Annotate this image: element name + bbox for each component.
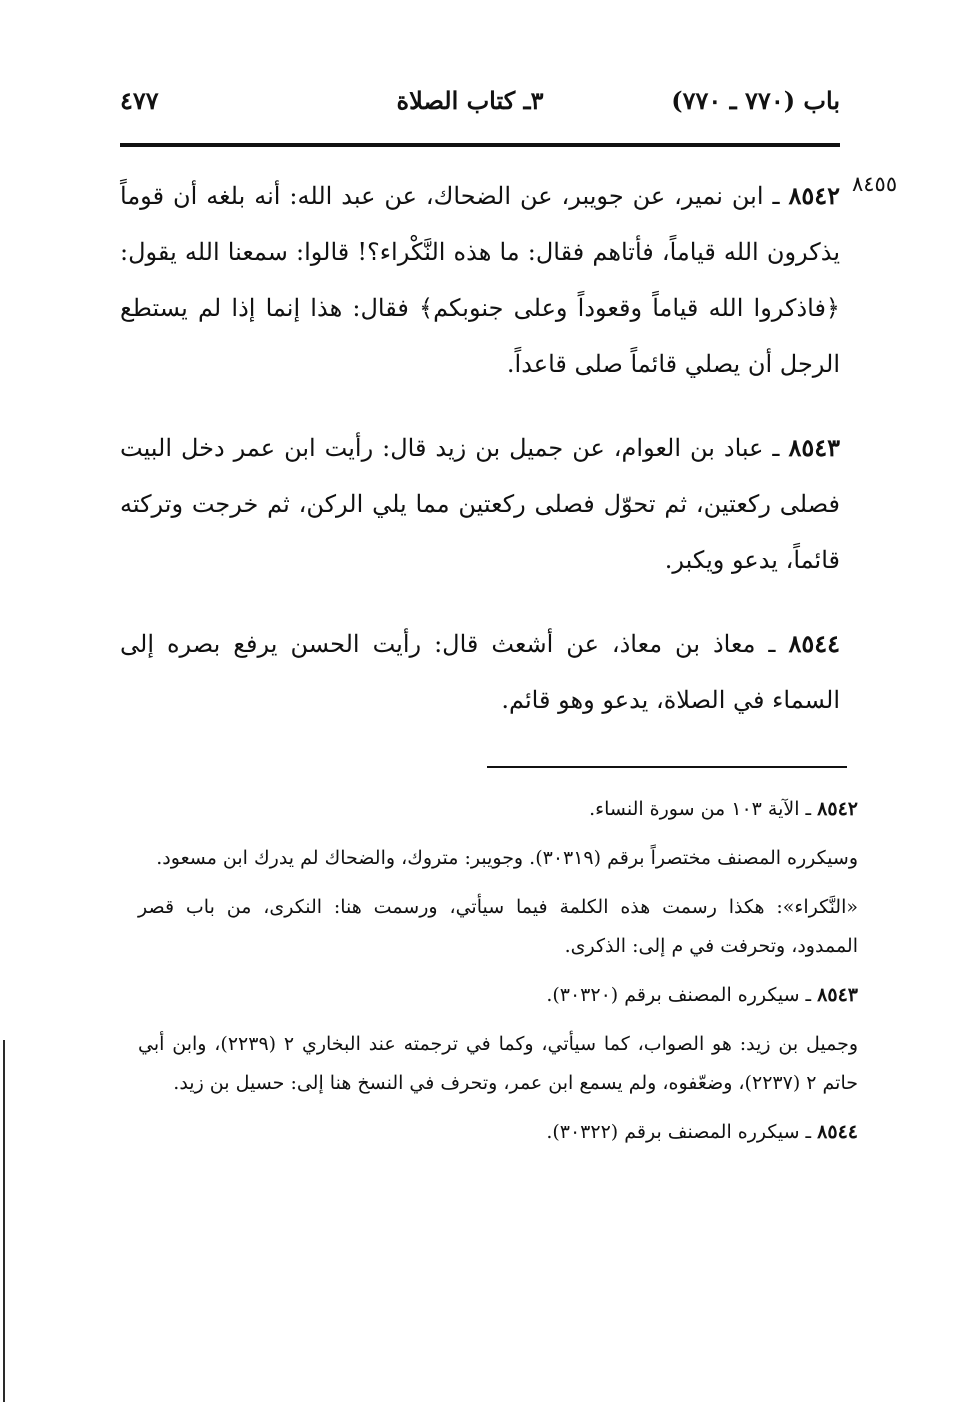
- footnote-text: ـ سيكرره المصنف برقم (٣٠٣٢٢).: [546, 1121, 818, 1143]
- page-header: [120, 82, 840, 126]
- hadith-8542: [120, 168, 840, 392]
- hadith-text: ـ معاذ بن معاذ، عن أشعث قال: رأيت الحسن يرفع بصره إلى السماء في الصلاة، يدعو وهو قائم.: [120, 630, 840, 714]
- footnote-text: ـ سيكرره المصنف برقم (٣٠٣٢٠).: [546, 984, 818, 1006]
- hadith-number: ٨٥٤٣: [788, 433, 840, 462]
- footnote: [138, 888, 858, 966]
- book-title: ٣ـ كتاب الصلاة: [396, 86, 544, 115]
- hadith-number: ٨٥٤٢: [788, 181, 840, 210]
- hadith-text: ـ ابن نمير، عن جويبر، عن الضحاك، عن عبد الله: أنه بلغه أن قوماً يذكرون الله قياماً، فأتاهم فقال: ما هذه النَّكْراء؟! قالوا: سمعنا الله يقول: ﴿فاذكروا الله قياماً وقعوداً وعلى جنوبكم﴾ فقال: هذا إنما إذا لم يستطع الرجل أن يصلي قائماً صلى قاعداً.: [120, 182, 840, 378]
- hadith-list: [120, 168, 840, 756]
- scan-edge-line: [3, 1040, 5, 1402]
- footnote-divider: [487, 766, 847, 768]
- hadith-text: ـ عباد بن العوام، عن جميل بن زيد قال: رأيت ابن عمر دخل البيت فصلى ركعتين، ثم تحوّل فصلى ركعتين مما يلي الركن، ثم خرجت وتركته قائماً، يدعو ويكبر.: [120, 434, 840, 574]
- hadith-8543: [120, 420, 840, 588]
- footnote-number: ٨٥٤٣: [817, 984, 858, 1006]
- footnote-text: ـ الآية ١٠٣ من سورة النساء.: [589, 798, 818, 820]
- footnotes: [138, 790, 858, 1162]
- footnote: [138, 1025, 858, 1103]
- footnote-text: وجميل بن زيد: هو الصواب، كما سيأتي، وكما في ترجمته عند البخاري ٢ (٢٢٣٩)، وابن أبي حاتم ٢ (٢٢٣٧)، وضعّفوه، ولم يسمع ابن عمر، وتحرف في النسخ هنا إلى: حسيل بن زيد.: [138, 1033, 859, 1094]
- chapter-range: باب (٧٧٠ ـ ٧٧٠): [671, 86, 840, 115]
- footnote: [138, 976, 858, 1015]
- header-divider: [120, 143, 840, 147]
- footnote-number: ٨٥٤٤: [817, 1121, 858, 1143]
- footnote: [138, 790, 858, 829]
- footnote-text: «النَّكراء»: هكذا رسمت هذه الكلمة فيما سيأتي، ورسمت هنا: النكرى، من باب قصر الممدود، وتحرفت في م إلى: الذكرى.: [138, 896, 858, 957]
- footnote: [138, 1113, 858, 1152]
- hadith-8544: [120, 616, 840, 728]
- footnote: [138, 839, 858, 878]
- footnote-text: وسيكرره المصنف مختصراً برقم (٣٠٣١٩). وجويبر: متروك، والضحاك لم يدرك ابن مسعود.: [156, 847, 858, 869]
- margin-reference-number: ٨٤٥٥: [852, 172, 898, 196]
- page-number: ٤٧٧: [120, 86, 159, 115]
- footnote-number: ٨٥٤٢: [817, 798, 858, 820]
- hadith-number: ٨٥٤٤: [788, 629, 840, 658]
